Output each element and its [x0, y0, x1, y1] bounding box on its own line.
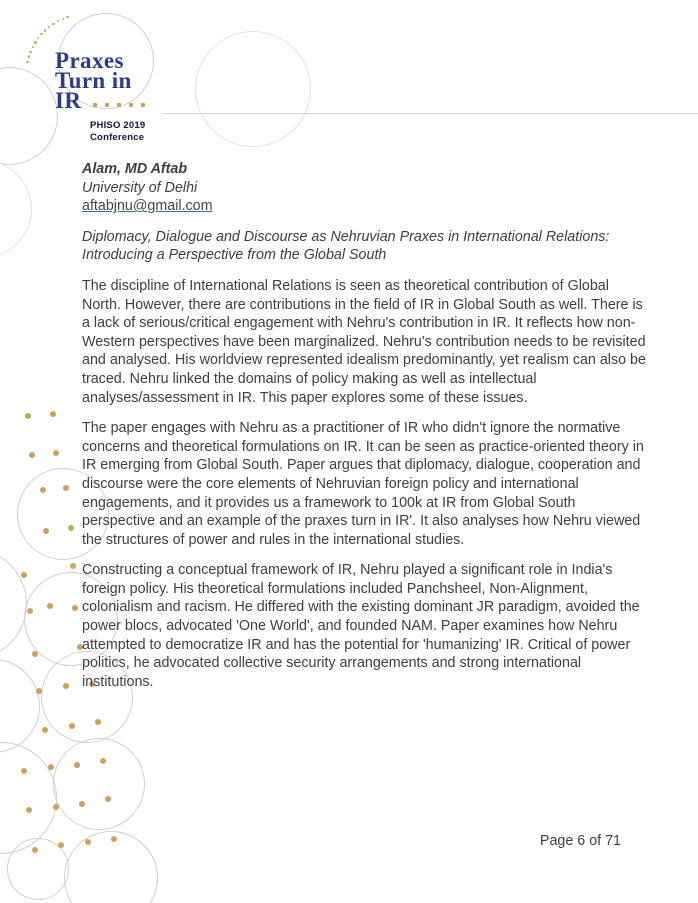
author-block — [82, 160, 648, 216]
gold-dot-decoration — [53, 804, 59, 810]
gold-dot-decoration — [25, 413, 31, 419]
circle-outline-decoration — [0, 659, 40, 753]
abstract-paragraph-3: Constructing a conceptual framework of IR, Nehru played a significant role in India's foreign policy. His theoretical formulations included Panchsheel, Non-Alignment, colonialism and racism. He differed with the existing dominant JR paradigm, avoided the power blocs, advocated 'One World', and founded NAM. Paper examines how Nehru attempted to democratize IR and has the potential for 'humanizing' IR. Critical of power politics, he advocated collective security arrangements and strong international institutions. — [82, 562, 640, 690]
gold-dot-icon — [105, 103, 109, 107]
gold-dot-decoration — [63, 683, 69, 689]
abstract-paragraph-1: The discipline of International Relations is seen as theoretical contribution of Global North. However, there are contributions in the field of IR in Global South as well. There is a lack of serious/critical engagement with Nehru's contribution in IR. It reflects how non-Western perspectives have been marginalized. Nehru's contribution needs to be revisited and analysed. His worldview represented idealism predominantly, yet realism can also be traced. Nehru linked the domains of policy making as well as intellectual analyses/assessment in IR. This paper explores some of these issues. — [82, 277, 646, 406]
logo-line-1: Praxes — [55, 48, 124, 73]
gold-dot-decoration — [58, 842, 64, 848]
gold-arc-dot-decoration — [26, 61, 28, 63]
gold-arc-dot-decoration — [37, 37, 39, 39]
logo-wordmark — [55, 48, 132, 113]
gold-dot-decoration — [105, 796, 111, 802]
gold-arc-dot-decoration — [28, 55, 30, 57]
gold-dot-icon — [141, 103, 145, 107]
gold-dot-decoration — [100, 758, 106, 764]
author-affiliation: University of Delhi — [82, 179, 198, 196]
gold-dot-decoration — [42, 727, 48, 733]
gold-arc-dot-decoration — [52, 23, 54, 25]
gold-dot-decoration — [79, 801, 85, 807]
logo-gold-dots-icon — [93, 103, 145, 107]
gold-dot-decoration — [36, 688, 42, 694]
gold-dot-decoration — [32, 651, 38, 657]
logo-line-2: Turn in — [55, 68, 132, 93]
page-number-label: Page 6 of 71 — [539, 833, 621, 849]
gold-dot-icon — [117, 103, 121, 107]
gold-dot-decoration — [63, 485, 69, 491]
gold-dot-icon — [129, 103, 133, 107]
gold-dot-decoration — [85, 839, 91, 845]
paper-title: Diplomacy, Dialogue and Discourse as Nehruvian Praxes in International Relations: Introducing a Perspective from the Global South — [82, 228, 610, 264]
gold-dot-decoration — [53, 450, 59, 456]
gold-arc-dot-decoration — [40, 33, 42, 35]
gold-dot-decoration — [32, 847, 38, 853]
author-name: Alam, MD Aftab — [82, 161, 188, 177]
gold-dot-decoration — [27, 608, 33, 614]
abstract-paragraph-2: The paper engages with Nehru as a practitioner of IR who didn't ignore the normative concerns and theoretical formulations on IR. It can be seen as practice-oriented theory in IR emerging from Global South. Paper argues that diplomacy, dialogue, cooperation and discourse were the core elements of Nehruvian foreign policy and international engagements, and it provides us a framework to 100k at IR from Global South perspective and an example of the praxes turn in IR'. It also analyses how Nehru viewed the structures of power and rules in the international studies. — [82, 420, 644, 548]
gold-dot-decoration — [70, 563, 76, 569]
circle-outline-decoration — [0, 742, 57, 854]
gold-dot-icon — [93, 103, 97, 107]
gold-dot-decoration — [111, 836, 117, 842]
gold-dot-decoration — [74, 762, 80, 768]
gold-dot-decoration — [69, 723, 75, 729]
gold-arc-dot-decoration — [32, 46, 34, 48]
gold-dot-decoration — [47, 603, 53, 609]
circle-outline-decoration — [0, 548, 27, 660]
gold-dot-decoration — [43, 528, 49, 534]
gold-arc-dot-decoration — [44, 29, 46, 31]
gold-arc-dot-decoration — [48, 26, 50, 28]
circle-outline-decoration — [53, 738, 145, 830]
abstract-content — [82, 160, 648, 703]
author-email-link[interactable]: aftabjnu@gmail.com — [82, 198, 213, 215]
subtitle-line-1: PHISO 2019 — [90, 120, 146, 131]
gold-dot-decoration — [72, 605, 78, 611]
circle-outline-decoration — [64, 831, 158, 903]
conference-subtitle — [90, 120, 145, 144]
gold-dot-decoration — [21, 768, 27, 774]
gold-arc-dot-decoration — [29, 51, 31, 53]
logo-line-3: IR — [55, 88, 82, 113]
gold-dot-decoration — [21, 572, 27, 578]
circle-outline-decoration — [0, 67, 58, 165]
subtitle-line-2: Conference — [90, 132, 145, 143]
circle-outline-decoration — [0, 160, 32, 258]
gold-dot-decoration — [95, 719, 101, 725]
gold-dot-decoration — [26, 807, 32, 813]
header-rule — [162, 113, 698, 114]
gold-dot-decoration — [68, 525, 74, 531]
gold-arc-dot-decoration — [66, 16, 68, 18]
gold-dot-decoration — [29, 452, 35, 458]
gold-dot-decoration — [48, 764, 54, 770]
gold-dot-decoration — [50, 411, 56, 417]
gold-arc-dot-decoration — [62, 18, 64, 20]
gold-arc-dot-decoration — [57, 20, 59, 22]
gold-arc-dot-decoration — [34, 41, 36, 43]
circle-outline-decoration — [195, 31, 311, 147]
gold-dot-decoration — [40, 487, 46, 493]
